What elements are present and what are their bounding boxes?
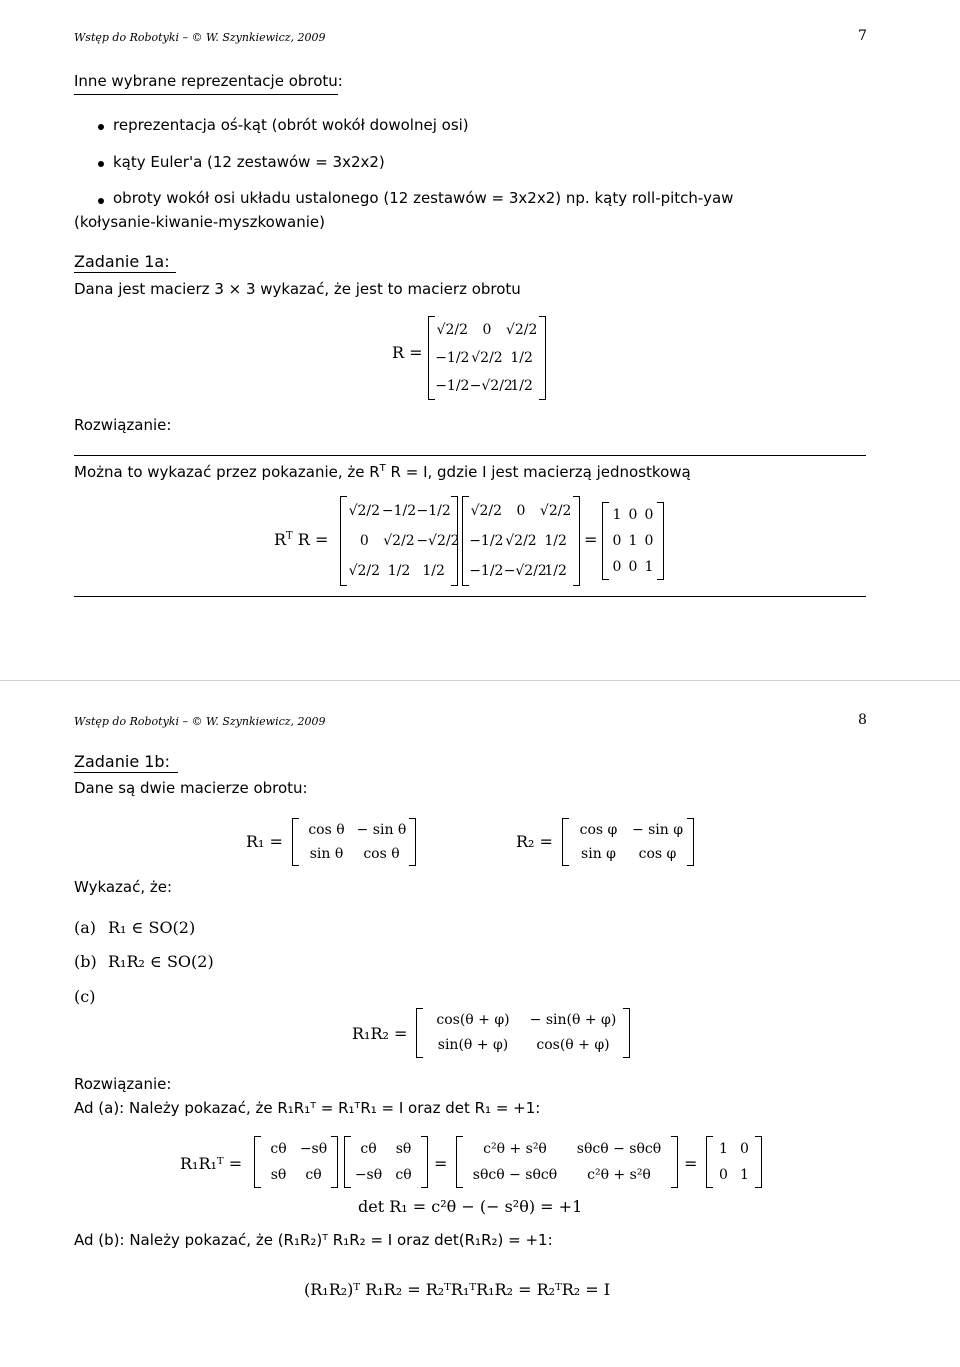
matrix-cell: 1/2 bbox=[510, 377, 533, 394]
bullet-item: obroty wokół osi układu ustalonego (12 zestawów = 3x2x2) np. kąty roll-pitch-yaw bbox=[113, 189, 734, 207]
task-heading: Zadanie 1a: bbox=[74, 252, 170, 271]
matrix-cell: 0 bbox=[628, 506, 638, 523]
bullet-item: kąty Euler'a (12 zestawów = 3x2x2) bbox=[113, 153, 385, 171]
matrix-cell: −1/2 bbox=[435, 349, 470, 366]
matrix-cell: 0 bbox=[612, 558, 622, 575]
solution-label: Rozwiązanie: bbox=[74, 416, 172, 434]
matrix-product bbox=[456, 1136, 678, 1188]
matrix-cell: 1 bbox=[740, 1166, 749, 1183]
r1-label: R₁ = bbox=[246, 832, 283, 851]
matrix-cell: −√2/2 bbox=[503, 562, 547, 579]
bracket-left bbox=[706, 1136, 713, 1188]
task-text: Dane są dwie macierze obrotu: bbox=[74, 779, 308, 797]
c-label: R₁R₂ = bbox=[352, 1024, 408, 1043]
matrix-cell: 1 bbox=[628, 532, 638, 549]
page-number: 7 bbox=[858, 28, 867, 44]
matrix-cell: √2/2 bbox=[348, 562, 381, 579]
matrix-cell: −sθ bbox=[354, 1166, 383, 1183]
ad-b-text: Ad (b): Należy pokazać, że (R₁R₂)ᵀ R₁R₂ = I oraz det(R₁R₂) = +1: bbox=[74, 1231, 553, 1249]
matrix-cell: cos θ bbox=[308, 821, 345, 838]
running-header: Wstęp do Robotyki – © W. Szynkiewicz, 2009 bbox=[74, 715, 326, 728]
show-label: Wykazać, że: bbox=[74, 878, 173, 896]
identity-matrix bbox=[602, 502, 664, 580]
bracket-left bbox=[340, 496, 347, 586]
matrix-cell: sin θ bbox=[309, 845, 344, 862]
bracket-left bbox=[428, 316, 435, 400]
bullet-icon bbox=[98, 198, 104, 204]
matrix-cell: − sin(θ + φ) bbox=[529, 1012, 617, 1028]
matrix-cell: 1/2 bbox=[544, 532, 567, 549]
running-header: Wstęp do Robotyki – © W. Szynkiewicz, 2009 bbox=[74, 31, 326, 44]
matrix-cell: −1/2 bbox=[469, 562, 504, 579]
ad-a-text: Ad (a): Należy pokazać, że R₁R₁ᵀ = R₁ᵀR₁ = I oraz det R₁ = +1: bbox=[74, 1099, 541, 1117]
matrix-cell: −1/2 bbox=[381, 502, 417, 519]
page-divider bbox=[0, 680, 960, 681]
item-text: R₁R₂ ∈ SO(2) bbox=[108, 952, 214, 971]
bracket-left bbox=[462, 496, 469, 586]
det-line: det R₁ = c²θ − (− s²θ) = +1 bbox=[358, 1197, 583, 1216]
identity-matrix bbox=[706, 1136, 762, 1188]
matrix-cell: cos(θ + φ) bbox=[536, 1037, 610, 1053]
transpose-matrix bbox=[340, 496, 458, 586]
heading-underline bbox=[74, 272, 176, 273]
matrix-cell: 0 bbox=[644, 506, 654, 523]
matrix-cell: − sin φ bbox=[631, 821, 684, 838]
rotation-matrix bbox=[428, 316, 546, 400]
final-line: (R₁R₂)ᵀ R₁R₂ = R₂ᵀR₁ᵀR₁R₂ = R₂ᵀR₂ = I bbox=[304, 1280, 611, 1299]
matrix-cell: cos(θ + φ) bbox=[436, 1012, 510, 1028]
item-label: (a) bbox=[74, 918, 97, 937]
matrix-cell: −1/2 bbox=[416, 502, 451, 519]
matrix-cell: −√2/2 bbox=[469, 377, 513, 394]
r2-label: R₂ = bbox=[516, 832, 553, 851]
matrix-cell: 0 bbox=[482, 321, 492, 338]
matrix-cell: c²θ + s²θ bbox=[587, 1166, 651, 1183]
rotation-matrix bbox=[462, 496, 580, 586]
matrix-cell: √2/2 bbox=[539, 502, 572, 519]
bracket-left bbox=[562, 818, 569, 866]
equals-sign: = bbox=[584, 530, 598, 549]
matrix-cell: 0 bbox=[628, 558, 638, 575]
heading-underline bbox=[74, 94, 338, 95]
bracket-right bbox=[421, 1136, 428, 1188]
matrix-cell: cθ bbox=[360, 1140, 377, 1157]
matrix-cell: 1 bbox=[719, 1140, 728, 1157]
matrix-cell: √2/2 bbox=[348, 502, 381, 519]
matrix-cell: sθcθ − sθcθ bbox=[576, 1140, 662, 1157]
matrix-cell: sin φ bbox=[581, 845, 616, 862]
matrix-cell: −1/2 bbox=[469, 532, 504, 549]
bracket-left bbox=[416, 1008, 423, 1058]
matrix-cell: 0 bbox=[516, 502, 526, 519]
bracket-right bbox=[687, 818, 694, 866]
matrix-cell: 1/2 bbox=[544, 562, 567, 579]
matrix-cell: √2/2 bbox=[471, 349, 503, 366]
bracket-right bbox=[573, 496, 580, 586]
bracket-right bbox=[623, 1008, 630, 1058]
equals-sign: = bbox=[684, 1154, 698, 1173]
matrix-cell: 1 bbox=[612, 506, 622, 523]
solution-text: Można to wykazać przez pokazanie, że $R^T$ R = I, gdzie I jest macierzą jednostkową bbox=[74, 463, 691, 481]
prod-label: R₁R₁ᵀ = bbox=[180, 1154, 243, 1173]
matrix-cell: 1/2 bbox=[422, 562, 445, 579]
matrix-cell: −1/2 bbox=[435, 377, 470, 394]
matrix-cell: sθ bbox=[270, 1166, 287, 1183]
matrix-cell: √2/2 bbox=[505, 532, 537, 549]
section-intro-heading: Inne wybrane reprezentacje obrotu: bbox=[74, 72, 343, 90]
solution-top-rule bbox=[74, 455, 866, 456]
matrix-cell: sθcθ − sθcθ bbox=[472, 1166, 558, 1183]
bracket-right bbox=[539, 316, 546, 400]
matrix-cell: cθ bbox=[395, 1166, 412, 1183]
matrix-cell: c²θ + s²θ bbox=[483, 1140, 547, 1157]
matrix-cell: −sθ bbox=[299, 1140, 328, 1157]
bracket-left bbox=[456, 1136, 463, 1188]
matrix-cell: 0 bbox=[612, 532, 622, 549]
task-text: Dana jest macierz 3 × 3 wykazać, że jest to macierz obrotu bbox=[74, 280, 521, 298]
page-number: 8 bbox=[858, 712, 867, 728]
matrix-cell: sin(θ + φ) bbox=[437, 1037, 509, 1053]
bracket-left bbox=[254, 1136, 261, 1188]
matrix-cell: 0 bbox=[359, 532, 369, 549]
matrix-cell: cθ bbox=[270, 1140, 287, 1157]
matrix-b bbox=[344, 1136, 428, 1188]
matrix-cell: 1/2 bbox=[387, 562, 411, 579]
matrix-cell: √2/2 bbox=[383, 532, 415, 549]
item-label: (b) bbox=[74, 952, 97, 971]
matrix-cell: cos θ bbox=[363, 845, 400, 862]
matrix-cell: cθ bbox=[305, 1166, 322, 1183]
r2-matrix bbox=[562, 818, 694, 866]
solution-bottom-rule bbox=[74, 596, 866, 597]
matrix-cell: 1 bbox=[644, 558, 654, 575]
bracket-right bbox=[671, 1136, 678, 1188]
solution-label: Rozwiązanie: bbox=[74, 1075, 172, 1093]
matrix-cell: √2/2 bbox=[505, 321, 538, 338]
equals-sign: = bbox=[434, 1154, 448, 1173]
matrix-cell: 0 bbox=[740, 1140, 749, 1157]
matrix-cell: 0 bbox=[719, 1166, 728, 1183]
bracket-left bbox=[344, 1136, 351, 1188]
heading-underline bbox=[74, 772, 178, 773]
item-text: R₁ ∈ SO(2) bbox=[108, 918, 196, 937]
bullet-item-continuation: (kołysanie-kiwanie-myszkowanie) bbox=[74, 213, 325, 231]
matrix-cell: cos φ bbox=[579, 821, 618, 838]
bracket-right bbox=[657, 502, 664, 580]
rtr-label: $R^T$ R = bbox=[274, 530, 329, 549]
matrix-a bbox=[254, 1136, 338, 1188]
bracket-left bbox=[292, 818, 299, 866]
bracket-right bbox=[331, 1136, 338, 1188]
matrix-cell: cos φ bbox=[638, 845, 677, 862]
bracket-left bbox=[602, 502, 609, 580]
task-heading: Zadanie 1b: bbox=[74, 752, 170, 771]
bracket-right bbox=[755, 1136, 762, 1188]
bracket-right bbox=[409, 818, 416, 866]
bullet-item: reprezentacja oś-kąt (obrót wokół dowolnej osi) bbox=[113, 116, 469, 134]
matrix-label: R = bbox=[392, 343, 423, 362]
page-7 bbox=[0, 0, 960, 672]
bullet-icon bbox=[98, 124, 104, 130]
matrix-cell: − sin θ bbox=[356, 821, 407, 838]
matrix-cell: −√2/2 bbox=[416, 532, 460, 549]
page-8 bbox=[0, 690, 960, 1367]
matrix-cell: √2/2 bbox=[470, 502, 503, 519]
matrix-cell: 1/2 bbox=[510, 349, 533, 366]
matrix-cell: 0 bbox=[644, 532, 654, 549]
c-matrix bbox=[416, 1008, 630, 1058]
matrix-cell: sθ bbox=[395, 1140, 412, 1157]
matrix-cell: √2/2 bbox=[436, 321, 469, 338]
bullet-icon bbox=[98, 161, 104, 167]
item-label: (c) bbox=[74, 987, 96, 1006]
r1-matrix bbox=[292, 818, 416, 866]
